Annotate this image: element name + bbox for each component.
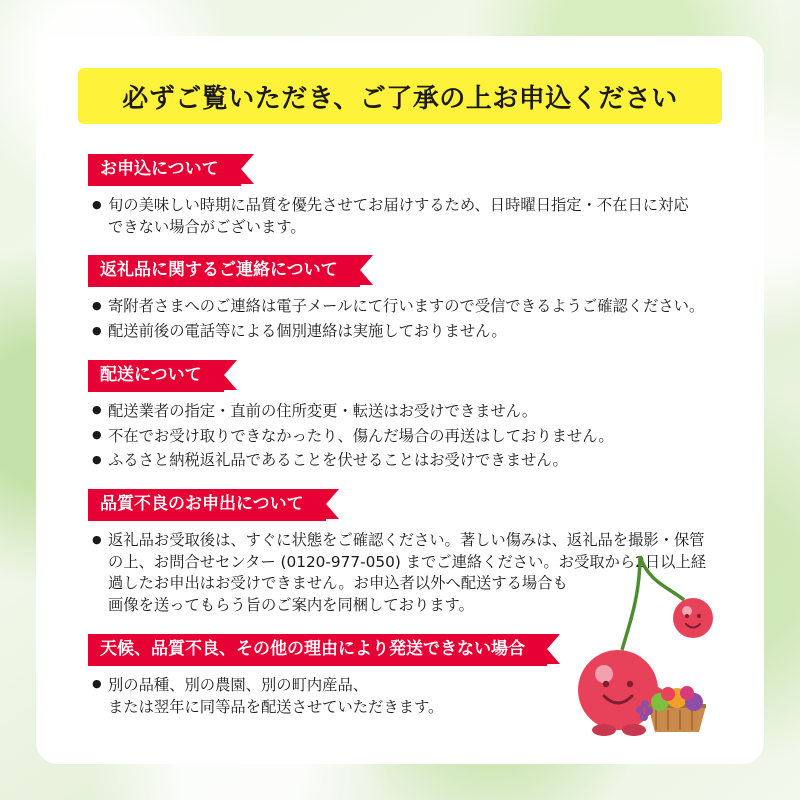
section-quality-claim <box>78 475 738 617</box>
list-item-line: ● 旬の美味しい時期に品質を優先させてお届けするため、日時曜日指定・不在日に対応 <box>108 196 689 214</box>
list-item-line: 画像を送ってもらう旨のご案内を同梱しております。 <box>108 596 474 615</box>
section-items <box>78 195 738 238</box>
list-item-line: ● 寄附者さまへのご連絡は電子メールにて行いますので受信できるようご確認ください。 <box>108 297 705 316</box>
title-banner <box>78 68 722 124</box>
list-item-line: ● 不在でお受け取りできなかったり、傷んだ場合の再送はしておりません。 <box>108 426 614 445</box>
list-item <box>92 450 738 472</box>
section-heading: 天候、品質不良、その他の理由により発送できない場合 <box>88 634 547 666</box>
section-items <box>78 296 738 342</box>
list-item-line: ● 返礼品お受取後は、すぐに状態をご確認ください。著しい傷みは、返礼品を撮影・保管 <box>108 531 705 550</box>
list-item-line: できない場合がございます。 <box>108 217 306 236</box>
list-item-line: ● 別の品種、別の農園、別の町内産品、 <box>108 675 369 694</box>
list-item-line: ● 配送前後の電話等による個別連絡は実施しておりません。 <box>108 322 507 341</box>
section-heading: 配送について <box>88 360 224 392</box>
section-items <box>78 401 738 472</box>
notice-content <box>78 140 738 721</box>
notice-card <box>36 36 764 764</box>
section-items <box>78 675 738 718</box>
section-weather-exception <box>78 620 738 718</box>
section-items <box>78 530 738 617</box>
page-title: 必ずご覧いただき、ご了承の上お申込ください <box>122 83 678 114</box>
list-item <box>92 530 738 617</box>
list-item-line: 過したお申出はお受けできません。お申込者以外へ配送する場合も <box>108 574 568 593</box>
list-item <box>92 296 738 318</box>
list-item <box>92 321 738 343</box>
list-item-line: ● ふるさと納税返礼品であることを伏せることはお受けできません。 <box>108 451 568 470</box>
list-item <box>92 401 738 423</box>
list-item-line: または翌年に同等品を配送させていただきます。 <box>108 697 444 716</box>
list-item <box>92 426 738 448</box>
list-item-line: の上、お問合せセンター (0120-977-050) までご連絡ください。お受取から2日以上経 <box>108 552 707 571</box>
section-heading: 品質不良のお申出について <box>88 489 326 521</box>
list-item-line: ● 配送業者の指定・直前の住所変更・転送はお受けできません。 <box>108 401 538 420</box>
section-contact <box>78 241 738 342</box>
section-heading: お申込について <box>88 154 241 186</box>
section-delivery <box>78 346 738 472</box>
list-item <box>92 675 738 718</box>
list-item <box>92 195 738 238</box>
section-heading: 返礼品に関するご連絡について <box>88 255 360 287</box>
section-application <box>78 140 738 238</box>
